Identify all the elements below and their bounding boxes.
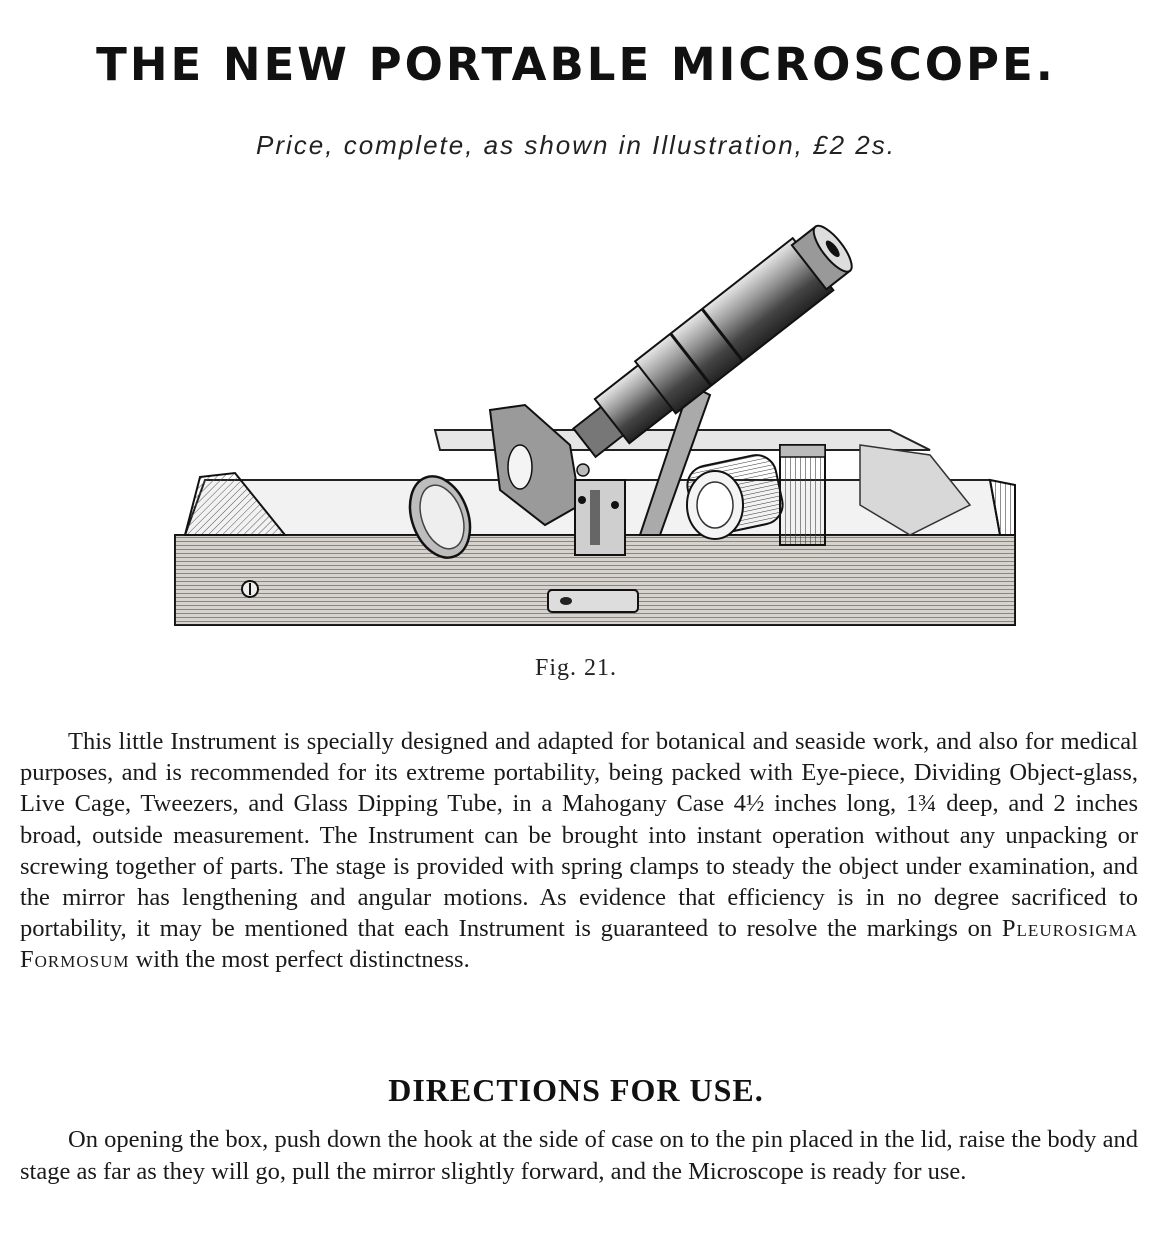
microscope-illustration	[170, 205, 1020, 635]
page-title: THE NEW PORTABLE MICROSCOPE.	[96, 38, 1056, 91]
description-text-end: with the most perfect distinctness.	[135, 946, 470, 974]
description-text: This little Instrument is specially designed and adapted for botanical and seaside work, and also for medical purposes, and is recommended for its extreme portability, being packed with Eye-piece, Dividing Object-glass, Live Cage, Tweezers, and Glass Dipping Tube, in a Mahogany Case 4½ inches long, 1¾ deep, and 2 inches broad, outside measurement. The Instrument can be brought into instant operation without any unpacking or screwing together of parts. The stage is provided with spring clamps to steady the object under examination, and the mirror has lengthening and angular motions. As evidence that efficiency is in no degree sacrificed to portability, it may be mentioned that each Instrument is guaranteed to resolve the markings on	[20, 728, 1138, 943]
wooden-block	[780, 445, 825, 545]
figure-caption: Fig. 21.	[534, 655, 617, 681]
description-paragraph	[20, 726, 1138, 976]
directions-text: On opening the box, push down the hook at the side of case on to the pin placed in the lid, raise the body and stage as far as they will go, pull the mirror slightly forward, and the Microscope is ready for use.	[20, 1126, 1138, 1185]
directions-heading: DIRECTIONS FOR USE.	[388, 1072, 764, 1108]
directions-paragraph	[20, 1124, 1138, 1187]
species-name: Pleurosigma Formosum	[20, 915, 1138, 974]
price-line: Price, complete, as shown in Illustration, £2 2s.	[256, 130, 896, 160]
